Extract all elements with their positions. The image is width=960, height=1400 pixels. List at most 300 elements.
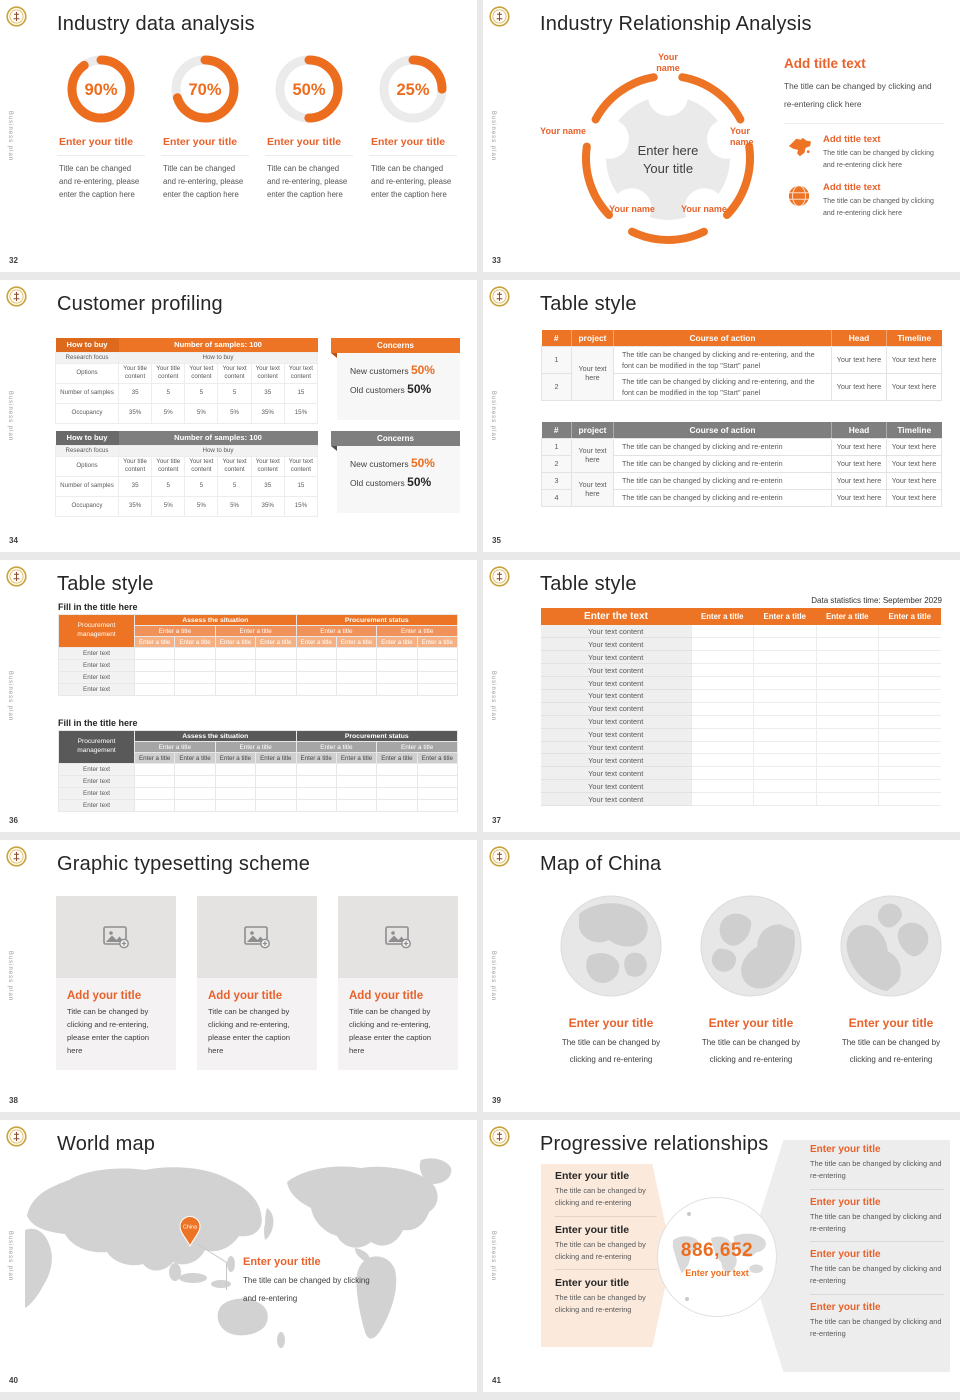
procurement-table-orange — [58, 614, 458, 696]
sidebar-vertical-text: Business plan — [7, 670, 13, 722]
cell — [816, 651, 879, 664]
cell — [879, 780, 942, 793]
table-row — [56, 403, 318, 423]
table-row — [542, 438, 942, 455]
row-label: Enter text — [59, 660, 135, 672]
table-row — [541, 664, 941, 677]
cell: Your text here — [832, 373, 887, 400]
cell: 35% — [119, 496, 152, 516]
row-value: How to buy — [119, 445, 318, 456]
cell: 35 — [119, 476, 152, 496]
decorative-dot — [685, 1297, 689, 1301]
add-picture-icon — [244, 926, 270, 949]
item-caption: The title can be changed by clicking and re-entering — [810, 1264, 942, 1286]
slide-39-map-of-china — [483, 840, 960, 1112]
cell: The title can be changed by clicking and re-enterin — [614, 489, 832, 506]
cell — [691, 664, 754, 677]
panel-item-text — [823, 182, 944, 221]
sub-header: Enter a title — [215, 626, 296, 637]
cell — [879, 689, 942, 702]
slide-41-progressive-relationships — [483, 1120, 960, 1392]
slide-34-customer-profiling — [0, 280, 477, 552]
item-heading: Add title text — [823, 181, 881, 193]
callout-connector-line — [226, 1262, 227, 1290]
cell: 1 — [542, 438, 572, 455]
col-header: project — [572, 422, 614, 438]
cell — [754, 689, 817, 702]
row-label: Your text content — [541, 689, 691, 702]
cell: Your text here — [887, 472, 942, 489]
col-header: Enter a title — [377, 637, 417, 648]
cell — [417, 788, 457, 800]
slide-number: 36 — [9, 816, 18, 825]
table-row — [59, 672, 458, 684]
cell — [417, 800, 457, 812]
card-text — [338, 978, 458, 1070]
row-label: Options — [56, 456, 119, 476]
cell: 35 — [119, 383, 152, 403]
col-header: # — [542, 422, 572, 438]
callout-caption: The title can be changed by clicking and re-entering — [243, 1276, 370, 1303]
item-heading: Enter your title — [810, 1144, 881, 1155]
cell: 5% — [218, 496, 251, 516]
slide-title: Customer profiling — [57, 293, 223, 315]
node-label: Your name — [656, 52, 680, 73]
donut-chart-25 — [376, 52, 450, 126]
world-map-graphic — [25, 1156, 455, 1361]
cell — [296, 764, 336, 776]
row-label: Your text content — [541, 625, 691, 638]
gear-center-line1: Enter here — [637, 143, 699, 158]
cell — [816, 638, 879, 651]
cell — [816, 767, 879, 780]
cell: The title can be changed by clicking and re-enterin — [614, 455, 832, 472]
donut-item — [265, 52, 353, 202]
row-label: Occupancy — [56, 496, 119, 516]
cell: Your text here — [887, 489, 942, 506]
progress-item — [810, 1249, 944, 1295]
globe-item — [689, 894, 813, 1068]
cell — [135, 776, 175, 788]
card-caption: Title can be changed by clicking and re-entering, please enter the caption here — [349, 1007, 432, 1055]
cell — [816, 677, 879, 690]
table-header: Number of samples: 100 — [119, 431, 318, 445]
cell — [879, 677, 942, 690]
row-label: Research focus — [56, 352, 119, 363]
slide-40-world-map — [0, 1120, 477, 1392]
item-caption: The title can be changed by clicking and re-entering — [810, 1159, 942, 1180]
right-panel — [784, 56, 944, 230]
cell: The title can be changed by clicking and re-entering, and the font can be modified in the top "Start" panel — [614, 373, 832, 400]
panel-heading: Add title text — [784, 56, 866, 71]
item-body: The title can be changed by clicking and re-entering click here — [823, 197, 934, 218]
concerns-ribbon: Concerns — [331, 338, 460, 353]
cell: The title can be changed by clicking and re-entering, and the font can be modified in the top "Start" panel — [614, 346, 832, 373]
concerns-line — [350, 456, 460, 470]
table-row — [59, 788, 458, 800]
slide-37-table-style — [483, 560, 960, 832]
table-row — [541, 651, 941, 664]
china-location-pin-icon — [177, 1214, 203, 1248]
cell: The title can be changed by clicking and re-enterin — [614, 438, 832, 455]
slide-number: 37 — [492, 816, 501, 825]
cell: Your text here — [572, 346, 614, 401]
row-label: Number of samples — [56, 383, 119, 403]
cell: Your text here — [887, 455, 942, 472]
col-header: Enter a title — [215, 753, 255, 764]
table-row — [56, 476, 318, 496]
cell — [754, 728, 817, 741]
col-header: Enter a title — [417, 637, 457, 648]
slide-number: 34 — [9, 536, 18, 545]
cell — [816, 625, 879, 638]
cell — [754, 780, 817, 793]
table-row — [541, 754, 941, 767]
col-header: Enter a title — [135, 753, 175, 764]
item-heading: Enter your title — [810, 1196, 881, 1208]
concerns-box-gray — [337, 431, 460, 513]
samples-table-orange — [55, 338, 318, 424]
cell — [754, 625, 817, 638]
cell: Your text here — [832, 489, 887, 506]
cell — [215, 648, 255, 660]
table-row — [541, 767, 941, 780]
table-row — [541, 625, 941, 638]
cell: Your title content — [152, 456, 185, 476]
sidebar-vertical-text: Business plan — [7, 1230, 13, 1282]
cell — [691, 780, 754, 793]
cell — [175, 764, 215, 776]
table-corner: How to buy — [56, 431, 119, 445]
cell: Your text content — [251, 456, 284, 476]
cell — [691, 741, 754, 754]
cell — [175, 788, 215, 800]
sidebar-vertical-text: Business plan — [490, 1230, 496, 1282]
cell: Your text here — [832, 472, 887, 489]
university-logo-icon — [6, 566, 27, 587]
table-row — [56, 456, 318, 476]
sidebar-vertical-text: Business plan — [7, 950, 13, 1002]
col-header-main: Enter the text — [541, 608, 691, 625]
cell — [816, 664, 879, 677]
group-header: Procurement status — [296, 731, 458, 742]
cell — [296, 788, 336, 800]
cell — [256, 648, 296, 660]
slide-title: Map of China — [540, 853, 662, 875]
item-caption: The title can be changed by clicking and re-entering — [555, 1239, 646, 1261]
globe-caption: The title can be changed by clicking and re-entering — [841, 1038, 941, 1065]
slide-38-graphic-typesetting — [0, 840, 477, 1112]
progress-item — [555, 1277, 657, 1323]
cell — [816, 715, 879, 728]
cell — [175, 776, 215, 788]
donut-heading: Enter your title — [265, 136, 353, 156]
slide-title: Progressive relationships — [540, 1133, 769, 1155]
col-header: # — [542, 330, 572, 346]
row-label: Your text content — [541, 767, 691, 780]
col-header: Enter a title — [754, 608, 817, 625]
cell: Your text here — [832, 346, 887, 373]
cell — [175, 800, 215, 812]
node-label: Your name — [609, 204, 655, 214]
cell — [417, 660, 457, 672]
table-row — [542, 346, 942, 373]
card-heading: Add your title — [208, 990, 283, 1002]
table-row — [541, 741, 941, 754]
cell: 35 — [251, 476, 284, 496]
row-label: Occupancy — [56, 403, 119, 423]
cell — [754, 638, 817, 651]
cell — [754, 793, 817, 806]
col-header: Enter a title — [816, 608, 879, 625]
cell: Your title content — [119, 456, 152, 476]
row-label: Number of samples — [56, 476, 119, 496]
col-header: Course of action — [614, 422, 832, 438]
slide-title: Graphic typesetting scheme — [57, 853, 311, 875]
cell — [215, 788, 255, 800]
progress-item — [555, 1224, 657, 1271]
cell — [879, 664, 942, 677]
cell — [336, 684, 376, 696]
concerns-label: Old customers — [350, 385, 405, 395]
row-label: Enter text — [59, 672, 135, 684]
image-card — [56, 896, 176, 1070]
item-caption: The title can be changed by clicking and re-entering — [555, 1293, 646, 1315]
cell: Your text here — [887, 373, 942, 400]
cell — [135, 800, 175, 812]
cell — [256, 684, 296, 696]
table-corner: Procurement management — [59, 731, 135, 764]
slide-title: Table style — [540, 573, 637, 595]
item-heading: Enter your title — [555, 1277, 630, 1290]
item-caption: The title can be changed by clicking and re-entering — [810, 1211, 942, 1233]
globe-graphic — [699, 894, 803, 998]
cell — [256, 660, 296, 672]
cell — [336, 788, 376, 800]
cell: 3 — [542, 472, 572, 489]
cell: 35% — [251, 403, 284, 423]
donut-caption: Title can be changed and re-entering, please enter the caption here — [163, 164, 244, 199]
node-label: Your name — [730, 126, 754, 147]
cell — [691, 689, 754, 702]
row-label: Enter text — [59, 776, 135, 788]
slide-number: 32 — [9, 256, 18, 265]
university-logo-icon — [489, 846, 510, 867]
table-corner: How to buy — [56, 338, 119, 352]
row-label: Your text content — [541, 793, 691, 806]
add-picture-icon — [103, 926, 129, 949]
table-row — [541, 702, 941, 715]
cell: Your text content — [284, 456, 317, 476]
globe-icon — [784, 182, 814, 208]
donut-chart-row — [57, 52, 457, 202]
concerns-value: 50% — [407, 382, 432, 396]
cell — [816, 689, 879, 702]
cell — [296, 660, 336, 672]
col-header: Enter a title — [417, 753, 457, 764]
card-text — [56, 978, 176, 1070]
sub-header: Enter a title — [296, 626, 377, 637]
cell — [816, 728, 879, 741]
panel-item — [784, 134, 944, 173]
concerns-value: 50% — [410, 456, 435, 470]
item-caption: The title can be changed by clicking and re-entering — [555, 1186, 646, 1207]
cell — [336, 764, 376, 776]
item-heading: Enter your title — [810, 1302, 881, 1314]
cell: Your text here — [832, 455, 887, 472]
cell — [377, 684, 417, 696]
statistic-value: 886,652 — [680, 1240, 754, 1261]
cell — [754, 754, 817, 767]
cell — [336, 660, 376, 672]
gear-center-text — [603, 142, 733, 178]
donut-chart-70 — [168, 52, 242, 126]
procurement-table-gray — [58, 730, 458, 812]
cell: Your text here — [887, 346, 942, 373]
row-label: Your text content — [541, 651, 691, 664]
cell — [377, 764, 417, 776]
group-header: Assess the situation — [135, 731, 297, 742]
cell — [816, 793, 879, 806]
card-caption: Title can be changed by clicking and re-entering, please enter the caption here — [208, 1007, 291, 1055]
cell — [691, 728, 754, 741]
university-logo-icon — [6, 6, 27, 27]
card-caption: Title can be changed by clicking and re-entering, please enter the caption here — [67, 1007, 150, 1055]
cell — [754, 677, 817, 690]
cell: Your title content — [152, 363, 185, 383]
donut-heading: Enter your title — [369, 136, 457, 156]
donut-percent-label: 50% — [292, 81, 326, 99]
slide-title: Industry Relationship Analysis — [540, 13, 812, 35]
table-row — [541, 715, 941, 728]
donut-heading: Enter your title — [57, 136, 145, 156]
cell: 5% — [185, 496, 218, 516]
cell — [377, 660, 417, 672]
cell — [816, 741, 879, 754]
university-logo-icon — [489, 6, 510, 27]
slide-title: Table style — [57, 573, 154, 595]
cell — [816, 754, 879, 767]
cell — [417, 648, 457, 660]
col-header: Course of action — [614, 330, 832, 346]
donut-item — [57, 52, 145, 202]
row-value: How to buy — [119, 352, 318, 363]
cell: 5 — [218, 476, 251, 496]
col-header: Enter a title — [175, 637, 215, 648]
image-card — [197, 896, 317, 1070]
globe-caption: The title can be changed by clicking and re-entering — [701, 1038, 801, 1065]
cell: Your text here — [572, 438, 614, 472]
col-header: Head — [832, 422, 887, 438]
donut-chart-50 — [272, 52, 346, 126]
table-corner: Procurement management — [59, 615, 135, 648]
image-placeholder — [56, 896, 176, 978]
cell — [879, 625, 942, 638]
cell — [336, 648, 376, 660]
relationship-gear-diagram — [538, 48, 788, 262]
cell: 5% — [185, 403, 218, 423]
globe-caption: The title can be changed by clicking and re-entering — [561, 1038, 661, 1065]
decorative-dot — [687, 1212, 691, 1216]
cell — [175, 684, 215, 696]
globe-heading: Enter your title — [568, 1016, 654, 1030]
table-row — [59, 776, 458, 788]
col-header: Head — [832, 330, 887, 346]
cell — [256, 764, 296, 776]
row-label: Enter text — [59, 764, 135, 776]
globe-graphic — [559, 894, 663, 998]
cell — [879, 715, 942, 728]
cell: 5 — [185, 383, 218, 403]
progress-item — [810, 1197, 944, 1243]
panel-body: The title can be changed by clicking and re-entering click here — [784, 78, 944, 124]
university-logo-icon — [489, 1126, 510, 1147]
col-header: Enter a title — [135, 637, 175, 648]
university-logo-icon — [489, 566, 510, 587]
cell: The title can be changed by clicking and re-enterin — [614, 472, 832, 489]
cell — [135, 788, 175, 800]
cell — [135, 648, 175, 660]
university-logo-icon — [489, 286, 510, 307]
donut-heading: Enter your title — [161, 136, 249, 156]
cell — [256, 672, 296, 684]
col-header: Enter a title — [256, 753, 296, 764]
add-picture-icon — [385, 926, 411, 949]
cell — [256, 776, 296, 788]
concerns-label: New customers — [350, 366, 409, 376]
cell — [135, 684, 175, 696]
cell — [691, 702, 754, 715]
cell — [816, 702, 879, 715]
card-heading: Add your title — [67, 990, 142, 1002]
table-row — [59, 660, 458, 672]
cell — [417, 776, 457, 788]
table-row — [542, 472, 942, 489]
cell — [417, 684, 457, 696]
statistic-label: Enter your text — [685, 1268, 749, 1278]
cell — [754, 741, 817, 754]
slide-number: 38 — [9, 1096, 18, 1105]
slide-number: 40 — [9, 1376, 18, 1385]
sidebar-vertical-text: Business plan — [490, 390, 496, 442]
slide-title: Industry data analysis — [57, 13, 255, 35]
globe-heading: Enter your title — [708, 1016, 794, 1030]
donut-percent-label: 25% — [396, 81, 430, 99]
cell — [417, 672, 457, 684]
col-header: Enter a title — [296, 637, 336, 648]
cell — [754, 664, 817, 677]
concerns-line — [350, 363, 460, 377]
progress-item — [810, 1144, 944, 1190]
image-placeholder — [197, 896, 317, 978]
row-label: Your text content — [541, 715, 691, 728]
row-label: Options — [56, 363, 119, 383]
item-heading: Enter your title — [810, 1249, 881, 1261]
row-label: Your text content — [541, 664, 691, 677]
sidebar-vertical-text: Business plan — [7, 110, 13, 162]
cell — [879, 767, 942, 780]
table-row — [541, 638, 941, 651]
table-row — [59, 800, 458, 812]
concerns-label: New customers — [350, 459, 409, 469]
cell — [754, 651, 817, 664]
col-header: Timeline — [887, 330, 942, 346]
donut-percent-label: 70% — [188, 81, 222, 99]
cell — [135, 672, 175, 684]
cell — [691, 767, 754, 780]
slide-33-industry-relationship-analysis — [483, 0, 960, 272]
table-row — [541, 780, 941, 793]
